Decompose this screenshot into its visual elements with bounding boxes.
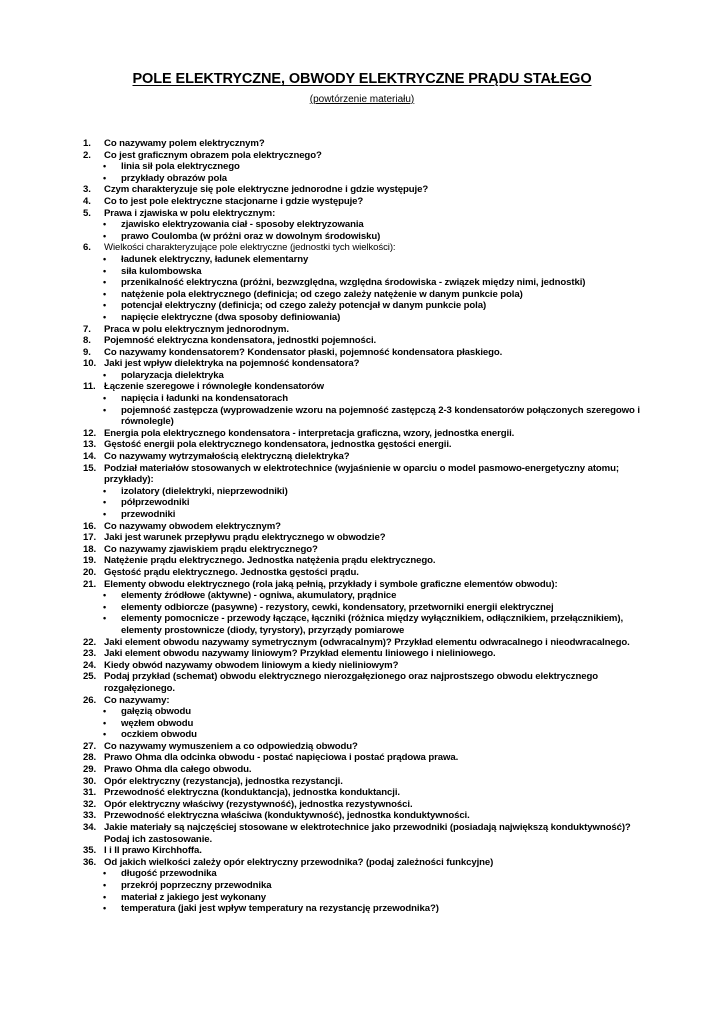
sub-item-text: węzłem obwodu xyxy=(121,717,194,729)
sub-list-container xyxy=(0,161,724,184)
question-text: Natężenie prądu elektrycznego. Jednostka natężenia prądu elektrycznego. xyxy=(104,555,436,567)
sub-list-container xyxy=(0,370,724,382)
question-text: Od jakich wielkości zależy opór elektryczny przewodnika? (podaj zależności funkcyjne) xyxy=(104,856,494,868)
question-item xyxy=(0,567,644,579)
bullet-icon: • xyxy=(103,613,107,624)
bullet-icon: • xyxy=(103,311,107,322)
question-item xyxy=(0,463,644,486)
question-list xyxy=(0,138,724,915)
sub-item xyxy=(0,312,646,324)
bullet-icon: • xyxy=(103,161,107,172)
bullet-icon: • xyxy=(103,868,107,879)
bullet-icon: • xyxy=(103,509,107,519)
sub-item-text: ładunek elektryczny, ładunek elementarny xyxy=(121,253,309,265)
question-item xyxy=(0,822,644,845)
document-title: POLE ELEKTRYCZNE, OBWODY ELEKTRYCZNE PRĄDU STAŁEGO xyxy=(132,71,592,87)
question-text: Energia pola elektrycznego kondensatora - interpretacja graficzna, wzory, jednostka energii. xyxy=(104,427,515,439)
sub-item xyxy=(0,868,646,880)
bullet-icon: • xyxy=(103,717,107,728)
bullet-icon: • xyxy=(103,393,107,404)
question-item xyxy=(0,695,644,707)
question-item xyxy=(0,799,644,811)
sub-item-text: materiał z jakiego jest wykonany xyxy=(121,891,267,903)
question-number: 1. xyxy=(83,138,91,149)
question-item xyxy=(0,242,644,254)
sub-item-text: napięcia i ładunki na kondensatorach xyxy=(121,393,289,405)
question-text: Prawo Ohma dla całego obwodu. xyxy=(104,764,252,776)
question-item xyxy=(0,671,644,694)
sub-item-text: polaryzacja dielektryka xyxy=(121,369,224,381)
sub-item xyxy=(0,254,646,266)
question-item xyxy=(0,810,644,822)
question-number: 21. xyxy=(83,578,97,590)
question-text: Co nazywamy zjawiskiem prądu elektrycznego? xyxy=(104,543,318,555)
bullet-icon: • xyxy=(103,277,107,288)
question-number: 33. xyxy=(83,810,97,822)
bullet-icon: • xyxy=(103,891,107,902)
question-item xyxy=(0,184,644,196)
sub-list xyxy=(0,590,724,636)
question-text: Co nazywamy: xyxy=(104,694,170,706)
sub-list xyxy=(0,486,724,521)
question-number: 18. xyxy=(83,543,97,555)
question-item xyxy=(0,787,644,799)
question-item xyxy=(0,324,644,336)
bullet-icon: • xyxy=(103,601,107,612)
question-item xyxy=(0,764,644,776)
question-text: Przewodność elektryczna właściwa (konduktywność), jednostka konduktywności. xyxy=(104,810,470,822)
sub-item xyxy=(0,161,646,173)
sub-item-text: elementy źródłowe (aktywne) - ogniwa, akumulatory, prądnice xyxy=(121,590,397,602)
question-item xyxy=(0,845,644,857)
question-item xyxy=(0,451,644,463)
question-text: Praca w polu elektrycznym jednorodnym. xyxy=(104,323,289,335)
question-text: Opór elektryczny właściwy (rezystywność), jednostka rezystywności. xyxy=(104,798,413,810)
question-item xyxy=(0,196,644,208)
sub-item xyxy=(0,497,646,509)
question-number: 34. xyxy=(83,822,97,834)
sub-item-text: przekrój poprzeczny przewodnika xyxy=(121,880,272,891)
question-number: 27. xyxy=(83,740,97,752)
question-number: 16. xyxy=(83,520,97,532)
question-text: Przewodność elektryczna (konduktancja), jednostka konduktancji. xyxy=(104,787,400,799)
sub-item xyxy=(0,266,646,278)
question-item xyxy=(0,138,644,150)
question-number: 14. xyxy=(83,451,97,463)
question-number: 19. xyxy=(83,555,97,567)
sub-list xyxy=(0,868,724,914)
sub-list xyxy=(0,706,724,741)
sub-item-text: przykłady obrazów pola xyxy=(121,172,228,184)
bullet-icon: • xyxy=(103,300,107,311)
question-number: 13. xyxy=(83,439,97,451)
sub-item xyxy=(0,602,646,614)
question-text: Kiedy obwód nazywamy obwodem liniowym a kiedy nieliniowym? xyxy=(104,659,399,671)
sub-item xyxy=(0,219,646,231)
question-number: 24. xyxy=(83,659,97,671)
question-item xyxy=(0,741,644,753)
question-item xyxy=(0,347,644,359)
question-item xyxy=(0,428,644,440)
sub-item-text: izolatory (dielektryki, nieprzewodniki) xyxy=(121,485,288,497)
bullet-icon: • xyxy=(103,590,107,601)
sub-list-container xyxy=(0,486,724,521)
sub-list-container xyxy=(0,706,724,741)
question-text: Jaki jest wpływ dielektryka na pojemność kondensatora? xyxy=(104,358,360,370)
sub-item xyxy=(0,718,646,730)
question-text: Jaki jest warunek przepływu prądu elektrycznego w obwodzie? xyxy=(104,532,386,544)
question-number: 23. xyxy=(83,648,97,660)
question-number: 2. xyxy=(83,149,91,161)
sub-item xyxy=(0,370,646,382)
question-item xyxy=(0,358,644,370)
sub-item-text: gałęzią obwodu xyxy=(121,706,192,718)
question-number: 20. xyxy=(83,566,97,578)
question-item xyxy=(0,579,644,591)
question-text: Jaki element obwodu nazywamy symetrycznym (odwracalnym)? Przykład elementu odwracalnego i nieodwracalnego. xyxy=(104,636,630,648)
bullet-icon: • xyxy=(103,729,107,740)
sub-item xyxy=(0,613,646,636)
question-number: 3. xyxy=(83,184,91,196)
sub-item-text: siła kulombowska xyxy=(121,265,202,277)
question-text: Co to jest pole elektryczne stacjonarne i gdzie występuje? xyxy=(104,195,364,207)
question-text: Co nazywamy kondensatorem? Kondensator płaski, pojemność kondensatora płaskiego. xyxy=(104,346,503,358)
sub-list xyxy=(0,393,724,428)
question-text: Łączenie szeregowe i równoległe kondensatorów xyxy=(104,381,324,393)
question-number: 15. xyxy=(83,462,97,474)
question-text: Prawo Ohma dla odcinka obwodu - postać napięciowa i postać prądowa prawa. xyxy=(104,752,459,764)
sub-list-container xyxy=(0,254,724,324)
question-item xyxy=(0,335,644,347)
sub-list xyxy=(0,219,724,242)
question-item xyxy=(0,208,644,220)
sub-list-container xyxy=(0,219,724,242)
sub-list xyxy=(0,254,724,324)
document-subtitle: (powtórzenie materiału) xyxy=(309,94,415,105)
question-number: 25. xyxy=(83,671,97,683)
question-text: Opór elektryczny (rezystancja), jednostka rezystancji. xyxy=(104,775,343,787)
bullet-icon: • xyxy=(103,880,107,890)
question-number: 22. xyxy=(83,636,97,648)
question-item xyxy=(0,648,644,660)
question-item xyxy=(0,439,644,451)
sub-item-text: pojemność zastępcza (wyprowadzenie wzoru na pojemność zastępczą 2-3 kondensatorów połączonych szeregowo i równolegle) xyxy=(121,404,640,428)
question-item xyxy=(0,381,644,393)
bullet-icon: • xyxy=(103,485,107,496)
question-number: 28. xyxy=(83,752,97,764)
question-item xyxy=(0,532,644,544)
sub-item-text: potencjał elektryczny (definicja; od czego zależy potencjał w danym punkcie pola) xyxy=(121,300,487,312)
sub-list-container xyxy=(0,868,724,914)
sub-item xyxy=(0,393,646,405)
bullet-icon: • xyxy=(103,903,107,914)
question-item xyxy=(0,521,644,533)
bullet-icon: • xyxy=(103,369,107,380)
question-item xyxy=(0,555,644,567)
sub-item xyxy=(0,590,646,602)
question-text: Prawa i zjawiska w polu elektrycznym: xyxy=(104,207,276,219)
sub-item-text: długość przewodnika xyxy=(121,868,217,880)
bullet-icon: • xyxy=(103,706,107,717)
question-number: 5. xyxy=(83,207,91,219)
question-item xyxy=(0,544,644,556)
bullet-icon: • xyxy=(103,265,107,276)
question-item xyxy=(0,150,644,162)
sub-item-text: temperatura (jaki jest wpływ temperatury na rezystancję przewodnika?) xyxy=(121,903,439,915)
sub-item xyxy=(0,405,646,428)
sub-item xyxy=(0,173,646,185)
question-number: 31. xyxy=(83,787,97,799)
sub-list xyxy=(0,161,724,184)
question-text: Co nazywamy wytrzymałością elektryczną dielektryka? xyxy=(104,451,350,463)
question-text: Gęstość prądu elektrycznego. Jednostka gęstości prądu. xyxy=(104,566,359,578)
sub-item-text: oczkiem obwodu xyxy=(121,729,197,741)
question-text: Czym charakteryzuje się pole elektryczne jednorodne i gdzie występuje? xyxy=(104,184,429,196)
sub-item xyxy=(0,289,646,301)
sub-list-container xyxy=(0,590,724,636)
sub-item xyxy=(0,486,646,498)
sub-item xyxy=(0,880,646,892)
sub-item xyxy=(0,277,646,289)
question-text: Co nazywamy polem elektrycznym? xyxy=(104,138,265,149)
question-number: 30. xyxy=(83,775,97,787)
question-item xyxy=(0,857,644,869)
sub-item-text: półprzewodniki xyxy=(121,497,190,509)
question-text: Podział materiałów stosowanych w elektrotechnice (wyjaśnienie w oparciu o model pasmowo-energetyczny atomu; przykłady): xyxy=(104,462,619,486)
question-number: 26. xyxy=(83,694,97,706)
question-number: 9. xyxy=(83,346,91,358)
question-text: Jakie materiały są najczęściej stosowane w elektrotechnice jako przewodniki (posiadają największą konduktywność)? Podaj ich zastosowanie. xyxy=(104,822,631,845)
bullet-icon: • xyxy=(103,404,107,415)
sub-item xyxy=(0,509,646,521)
sub-list xyxy=(0,370,724,382)
sub-item-text: przewodniki xyxy=(121,509,176,520)
question-text: Gęstość energii pola elektrycznego kondensatora, jednostka gęstości energii. xyxy=(104,439,452,451)
question-number: 35. xyxy=(83,845,97,857)
sub-item xyxy=(0,706,646,718)
sub-item xyxy=(0,231,646,243)
sub-item-text: przenikalność elektryczna (próżni, bezwzględna, względna środowiska - związek między nimi, jednostki) xyxy=(121,277,586,289)
question-number: 8. xyxy=(83,335,91,347)
sub-item xyxy=(0,729,646,741)
question-number: 12. xyxy=(83,427,97,439)
bullet-icon: • xyxy=(103,253,107,264)
sub-list-container xyxy=(0,393,724,428)
bullet-icon: • xyxy=(103,288,107,299)
question-item xyxy=(0,752,644,764)
question-item xyxy=(0,637,644,649)
question-text: Pojemność elektryczna kondensatora, jednostki pojemności. xyxy=(104,335,377,347)
bullet-icon: • xyxy=(103,172,107,183)
question-text: Jaki element obwodu nazywamy liniowym? Przykład elementu liniowego i nieliniowego. xyxy=(104,648,496,660)
question-text: Co nazywamy wymuszeniem a co odpowiedzią obwodu? xyxy=(104,740,358,752)
sub-item-text: prawo Coulomba (w próżni oraz w dowolnym środowisku) xyxy=(121,230,381,242)
bullet-icon: • xyxy=(103,230,107,241)
question-text: Co jest graficznym obrazem pola elektrycznego? xyxy=(104,149,322,161)
question-text: Co nazywamy obwodem elektrycznym? xyxy=(104,520,281,532)
bullet-icon: • xyxy=(103,219,107,230)
sub-item-text: elementy pomocnicze - przewody łączące, łączniki (różnica między wyłącznikiem, odłącznikiem, przełącznikiem), elementy prostownicze (diody, tyrystory), przyrządy pomiarowe xyxy=(121,613,624,636)
sub-item-text: elementy odbiorcze (pasywne) - rezystory, cewki, kondensatory, przetworniki energii elektrycznej xyxy=(121,601,554,613)
question-number: 11. xyxy=(83,381,96,393)
question-text: Elementy obwodu elektrycznego (rola jaką pełnią, przykłady i symbole graficzne elementów obwodu): xyxy=(104,578,558,590)
question-text: Wielkości charakteryzujące pole elektryczne (jednostki tych wielkości): xyxy=(104,242,396,254)
question-number: 6. xyxy=(83,242,91,254)
question-text: Podaj przykład (schemat) obwodu elektrycznego nierozgałęzionego oraz najprostszego obwodu elektrycznego rozgałęzionego. xyxy=(104,671,598,694)
question-item xyxy=(0,660,644,672)
sub-item xyxy=(0,903,646,915)
question-number: 32. xyxy=(83,798,97,810)
sub-item xyxy=(0,892,646,904)
question-number: 17. xyxy=(83,532,97,544)
question-number: 36. xyxy=(83,856,97,868)
question-text: I i II prawo Kirchhoffa. xyxy=(104,845,202,857)
sub-item-text: zjawisko elektryzowania ciał - sposoby elektryzowania xyxy=(121,219,364,231)
sub-item xyxy=(0,300,646,312)
question-item xyxy=(0,776,644,788)
sub-item-text: napięcie elektryczne (dwa sposoby definiowania) xyxy=(121,311,341,323)
bullet-icon: • xyxy=(103,497,107,508)
sub-item-text: natężenie pola elektrycznego (definicja; od czego zależy natężenie w danym punkcie pola) xyxy=(121,288,523,300)
question-number: 29. xyxy=(83,764,97,776)
sub-item-text: linia sił pola elektrycznego xyxy=(121,161,240,173)
question-number: 4. xyxy=(83,195,91,207)
question-number: 10. xyxy=(83,358,97,370)
question-number: 7. xyxy=(83,323,91,335)
